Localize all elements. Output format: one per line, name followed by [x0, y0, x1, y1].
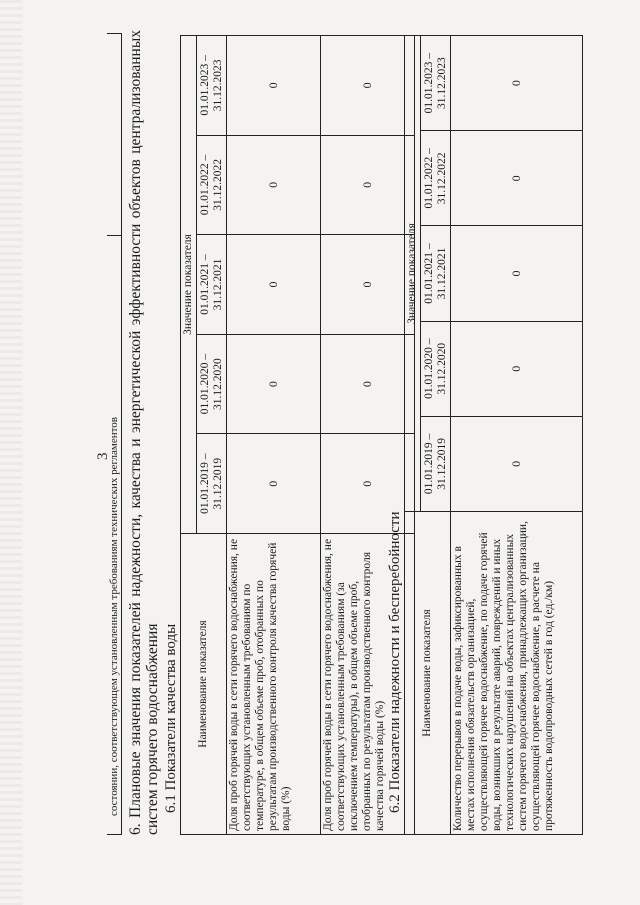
indicator-value: 0: [451, 226, 583, 321]
indicator-value: 0: [451, 131, 583, 226]
column-header-indicator-value: Значение показателя: [181, 36, 197, 534]
period-header: 01.01.2022 – 31.12.2022: [197, 135, 227, 235]
indicator-name: Доля проб горячей воды в сети горячего водоснабжения, не соответствующих установленным требованиям по температуре, в общем объеме проб, отобранных по результатам производственного контроля качества горячей воды (%): [227, 534, 321, 835]
indicator-value: 0: [321, 135, 415, 235]
page-number: 3: [95, 452, 111, 460]
period-header: 01.01.2021 – 31.12.2021: [197, 235, 227, 335]
previous-table-divider: [107, 235, 121, 236]
column-header-indicator-name: Наименование показателя: [405, 512, 451, 835]
reliability-table: [404, 35, 583, 835]
period-header: 01.01.2020 – 31.12.2020: [197, 334, 227, 434]
period-header: 01.01.2020 – 31.12.2020: [421, 321, 451, 416]
period-header: 01.01.2019 – 31.12.2019: [197, 434, 227, 534]
period-header: 01.01.2021 – 31.12.2021: [421, 226, 451, 321]
column-header-indicator-name: Наименование показателя: [181, 534, 227, 835]
indicator-value: 0: [227, 36, 321, 136]
column-header-indicator-value: Значение показателя: [405, 36, 421, 512]
previous-table-cell-text: состоянии, соответствующем установленным требованиям технических регламентов: [108, 417, 120, 816]
period-header: 01.01.2023 – 31.12.2023: [421, 36, 451, 131]
previous-table-tail: [107, 33, 122, 835]
indicator-name: Доля проб горячей воды в сети горячего водоснабжения, не соответствующих установленным требованиям (за исключением температуры), в общем объеме проб, отобранных по результатам производственного контроля качества горячей воды (%): [321, 534, 415, 835]
indicator-value: 0: [227, 135, 321, 235]
indicator-value: 0: [451, 321, 583, 416]
section-heading: 6. Плановые значения показателей надежности, качества и энергетической эффективности объектов централизованных систем горячего водоснабжения: [127, 30, 161, 835]
subsection-heading-reliability: 6.2 Показатели надежности и бесперебойности: [387, 511, 403, 813]
table-row: [227, 36, 321, 835]
indicator-value: 0: [227, 235, 321, 335]
period-header: 01.01.2019 – 31.12.2019: [421, 416, 451, 511]
subsection-heading-water-quality: 6.1 Показатели качества воды: [163, 623, 179, 813]
water-quality-table: [180, 35, 415, 835]
indicator-value: 0: [321, 334, 415, 434]
table-row: [451, 36, 583, 835]
indicator-value: 0: [227, 334, 321, 434]
indicator-value: 0: [321, 434, 415, 534]
indicator-name: Количество перерывов в подаче воды, зафиксированных в местах исполнения обязательств организацией, осуществляющей горячее водоснабжение, по подаче горячей воды, возникших в результате аварий, повреждений и иных технологических нарушений на объектах централизованных систем горячего водоснабжения, принадлежащих организации, осуществляющей горячее водоснабжение, в расчете на протяженность водопроводных сетей в год (ед./км): [451, 512, 583, 835]
period-header: 01.01.2022 – 31.12.2022: [421, 131, 451, 226]
indicator-value: 0: [451, 36, 583, 131]
indicator-value: 0: [451, 416, 583, 511]
indicator-value: 0: [321, 36, 415, 136]
period-header: 01.01.2023 – 31.12.2023: [197, 36, 227, 136]
indicator-value: 0: [321, 235, 415, 335]
indicator-value: 0: [227, 434, 321, 534]
